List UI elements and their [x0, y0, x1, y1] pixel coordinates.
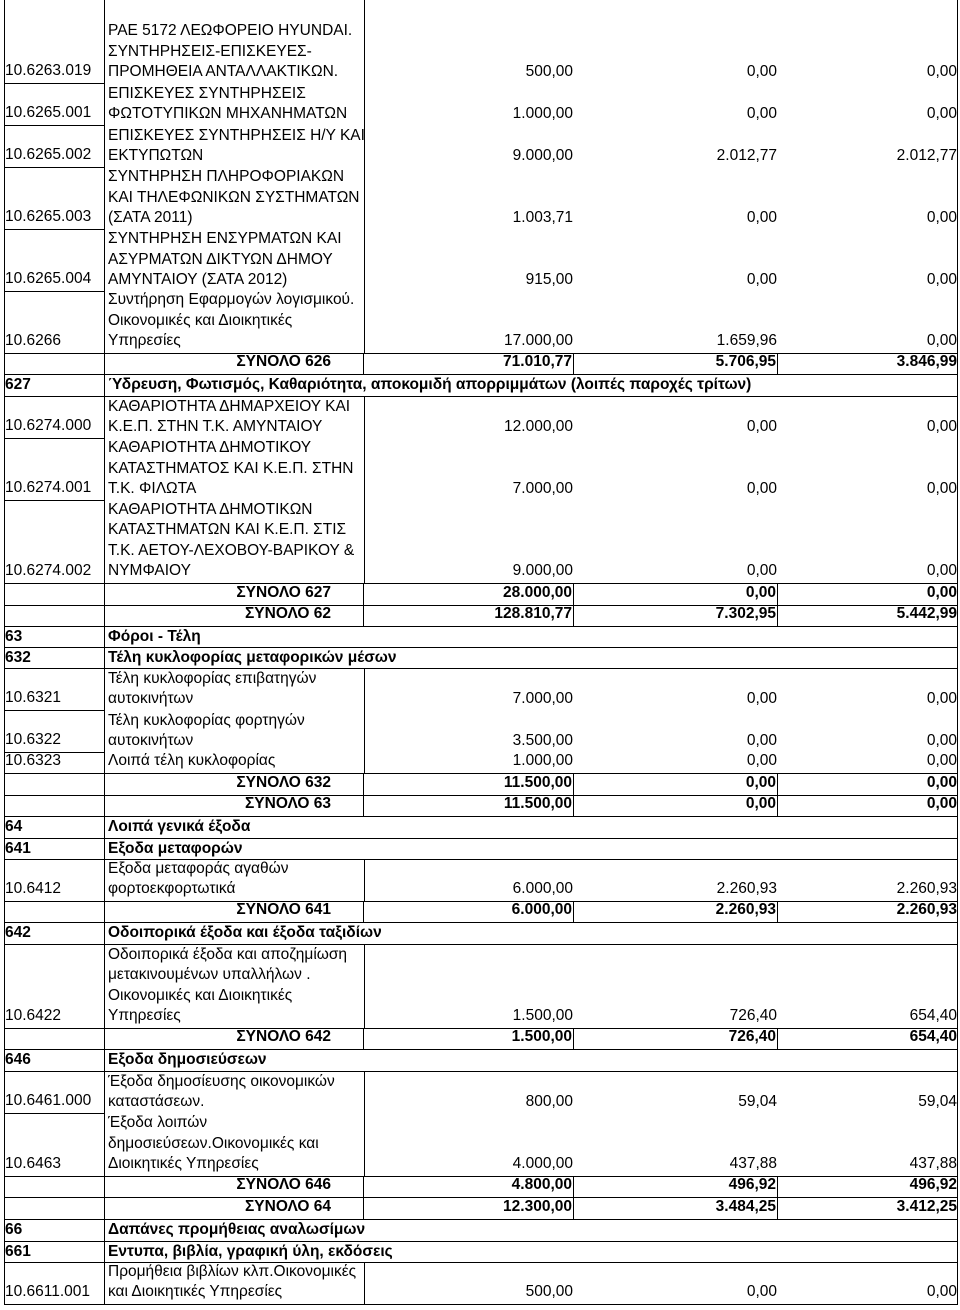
subtotal-budget: 128.810,77: [364, 606, 574, 626]
description-line: ΠΡΟΜΗΘΕΙΑ ΑΝΤΑΛΛΑΚΤΙΚΩΝ.: [108, 63, 339, 81]
subtotal-committed: 2.260,93: [574, 902, 778, 922]
account-description: [104, 0, 364, 84]
account-code: 10.6263.019: [4, 0, 104, 84]
account-description: [104, 84, 364, 126]
paid-amount: 0,00: [926, 690, 957, 708]
subtotal-row: [4, 1029, 958, 1050]
subtotal-label: ΣΥΝΟΛΟ 627: [104, 584, 364, 605]
description-line: και Διοικητικές Υπηρεσίες: [108, 1283, 283, 1301]
subtotal-budget: 12.300,00: [364, 1198, 574, 1219]
committed-amount: 0,00: [746, 209, 777, 227]
category-title: Λοιπά γενικά έξοδα: [104, 817, 958, 838]
description-line: Λοιπά τέλη κυκλοφορίας: [108, 752, 276, 770]
table-row: [4, 0, 958, 84]
category-title: Εξοδα μεταφορών: [104, 839, 958, 859]
account-code: 10.6265.001: [4, 84, 104, 126]
committed-amount: 2.012,77: [716, 147, 777, 165]
account-code: 10.6321: [4, 669, 104, 711]
subtotal-label: ΣΥΝΟΛΟ 642: [104, 1029, 364, 1049]
subtotal-row: [4, 584, 958, 606]
description-line: ΝΥΜΦΑΙΟΥ: [108, 562, 191, 580]
committed-amount: 726,40: [729, 1007, 777, 1025]
description-line: (ΣΑΤΑ 2011): [108, 209, 193, 227]
table-row: [4, 711, 958, 753]
budget-amount: 7.000,00: [364, 439, 574, 501]
category-header-row: [4, 1050, 958, 1072]
subtotal-budget: 6.000,00: [364, 902, 574, 922]
account-code: 10.6274.001: [4, 439, 104, 501]
category-title: Εξοδα δημοσιεύσεων: [104, 1050, 958, 1071]
description-line: ΚΑΤΑΣΤΗΜΑΤΩΝ ΚΑΙ Κ.Ε.Π. ΣΤΙΣ: [108, 521, 347, 539]
subtotal-committed: 7.302,95: [574, 606, 778, 626]
budget-amount: 1.003,71: [364, 168, 574, 230]
subtotal-code-cell: [4, 774, 104, 795]
subtotal-label: ΣΥΝΟΛΟ 63: [104, 796, 364, 816]
account-description: [104, 1114, 364, 1176]
subtotal-code-cell: [4, 1029, 104, 1049]
subtotal-committed: 0,00: [574, 774, 778, 795]
paid-amount: 0,00: [926, 480, 957, 498]
category-header-row: [4, 817, 958, 839]
committed-amount: 2.260,93: [716, 880, 777, 898]
table-row: [4, 1263, 958, 1305]
subtotal-budget: 28.000,00: [364, 584, 574, 605]
subtotal-row: [4, 606, 958, 627]
description-line: Οικονομικές και Διοικητικές: [108, 986, 293, 1004]
paid-amount: 654,40: [909, 1007, 957, 1025]
budget-amount: 9.000,00: [364, 501, 574, 583]
account-description: [104, 669, 364, 711]
subtotal-committed: 5.706,95: [574, 354, 778, 374]
account-description: [104, 292, 364, 353]
subtotal-paid: 0,00: [926, 774, 957, 792]
category-code: 632: [5, 648, 31, 666]
account-description: [104, 860, 364, 901]
category-title: Οδοιπορικά έξοδα και έξοδα ταξιδίων: [104, 923, 958, 944]
paid-amount: 0,00: [926, 271, 957, 289]
category-header-row: [4, 839, 958, 860]
subtotal-row: [4, 902, 958, 923]
budget-amount: 500,00: [364, 1263, 574, 1304]
subtotal-budget: 71.010,77: [364, 354, 574, 374]
category-header-row: [4, 923, 958, 945]
description-line: Έξοδα δημοσίευσης οικονομικών: [108, 1072, 335, 1090]
subtotal-code-cell: [4, 606, 104, 626]
account-code: 10.6461.000: [4, 1072, 104, 1114]
paid-amount: 0,00: [926, 1283, 957, 1301]
description-line: ΣΥΝΤΗΡΗΣΗ ΕΝΣΥΡΜΑΤΩΝ ΚΑΙ: [108, 230, 342, 248]
category-header-row: [4, 627, 958, 648]
paid-amount: 0,00: [926, 752, 957, 770]
subtotal-paid: 0,00: [926, 584, 957, 602]
table-row: [4, 860, 958, 902]
category-title: Ύδρευση, Φωτισμός, Καθαριότητα, αποκομιδή απορριμμάτων (λοιπές παροχές τρίτων): [104, 375, 958, 396]
paid-amount: 2.260,93: [896, 880, 957, 898]
budget-amount: 17.000,00: [364, 292, 574, 353]
account-code: 10.6463: [5, 1155, 62, 1173]
account-description: [104, 1263, 364, 1304]
category-code: 661: [5, 1242, 31, 1260]
description-line: μετακινουμένων υπαλλήλων .: [108, 966, 311, 984]
budget-amount: 1.000,00: [364, 84, 574, 126]
account-description: [104, 168, 364, 230]
committed-amount: 59,04: [738, 1093, 777, 1111]
description-line: αυτοκινήτων: [108, 732, 194, 750]
subtotal-committed: 726,40: [574, 1029, 778, 1049]
account-description: [104, 397, 364, 439]
description-line: Υπηρεσίες: [108, 1007, 181, 1025]
budget-amount: 3.500,00: [364, 711, 574, 753]
table-row: [4, 945, 958, 1029]
description-line: φορτοεκφορτωτικά: [108, 880, 236, 898]
paid-amount: 437,88: [909, 1155, 957, 1173]
description-line: δημοσιεύσεων.Οικονομικές και: [108, 1134, 319, 1152]
paid-amount: 2.012,77: [896, 147, 957, 165]
category-code: 627: [5, 376, 31, 394]
paid-amount: 0,00: [926, 63, 957, 81]
committed-amount: 0,00: [746, 105, 777, 123]
description-line: Οδοιπορικά έξοδα και αποζημίωση: [108, 945, 348, 963]
paid-amount: 0,00: [926, 332, 957, 350]
committed-amount: 0,00: [746, 271, 777, 289]
budget-amount: 12.000,00: [364, 397, 574, 439]
subtotal-label: ΣΥΝΟΛΟ 632: [104, 774, 364, 795]
subtotal-code-cell: [4, 1177, 104, 1197]
description-line: ΡΑΕ 5172 ΛΕΩΦΟΡΕΙΟ HYUNDAI.: [108, 22, 353, 40]
budget-amount: 915,00: [364, 230, 574, 292]
table-row: [4, 292, 958, 354]
subtotal-committed: 0,00: [574, 796, 778, 816]
table-left-border: [4, 0, 5, 1305]
account-description: [104, 439, 364, 501]
budget-amount: 1.500,00: [364, 945, 574, 1028]
category-header-row: [4, 648, 958, 669]
committed-amount: 0,00: [746, 690, 777, 708]
account-code: 10.6274.002: [5, 562, 92, 580]
description-line: ΑΣΥΡΜΑΤΩΝ ΔΙΚΤΥΩΝ ΔΗΜΟΥ: [108, 250, 333, 268]
description-line: ΣΥΝΤΗΡΗΣΗ ΠΛΗΡΟΦΟΡΙΑΚΩΝ: [108, 168, 345, 186]
paid-amount: 0,00: [926, 105, 957, 123]
committed-amount: 0,00: [746, 63, 777, 81]
table-row: [4, 84, 958, 126]
table-row: [4, 501, 958, 584]
account-code: 10.6265.003: [4, 168, 104, 230]
subtotal-paid: 654,40: [909, 1028, 957, 1046]
committed-amount: 0,00: [746, 480, 777, 498]
table-row: [4, 168, 958, 230]
category-code: 641: [5, 839, 31, 857]
paid-amount: 0,00: [926, 209, 957, 227]
account-description: [104, 753, 364, 773]
description-line: ΚΑΘΑΡΙΟΤΗΤΑ ΔΗΜΑΡΧΕΙΟΥ ΚΑΙ: [108, 397, 351, 415]
subtotal-row: [4, 1198, 958, 1220]
table-row: [4, 230, 958, 292]
category-title: Φόροι - Τέλη: [104, 627, 958, 647]
table-row: [4, 1072, 958, 1114]
subtotal-row: [4, 1177, 958, 1198]
subtotal-row: [4, 774, 958, 796]
budget-amount: 9.000,00: [364, 126, 574, 168]
table-row: [4, 126, 958, 168]
budget-table: [4, 0, 958, 1305]
budget-amount: 6.000,00: [364, 860, 574, 901]
description-line: Τέλη κυκλοφορίας επιβατηγών: [108, 669, 317, 687]
budget-amount: 4.000,00: [364, 1114, 574, 1176]
account-code: 10.6265.004: [4, 230, 104, 292]
subtotal-committed: 3.484,25: [574, 1198, 778, 1219]
subtotal-budget: 4.800,00: [364, 1177, 574, 1197]
paid-amount: 0,00: [926, 418, 957, 436]
category-header-row: [4, 1242, 958, 1263]
account-code: 10.6412: [5, 880, 62, 898]
subtotal-code-cell: [4, 584, 104, 605]
category-header-row: [4, 1220, 958, 1242]
table-row: [4, 753, 958, 774]
subtotal-paid: 5.442,99: [896, 605, 957, 623]
budget-amount: 7.000,00: [364, 669, 574, 711]
category-code: 642: [5, 924, 31, 942]
subtotal-budget: 11.500,00: [364, 796, 574, 816]
description-line: ΑΜΥΝΤΑΙΟΥ (ΣΑΤΑ 2012): [108, 271, 288, 289]
category-title: Δαπάνες προμήθειας αναλωσίμων: [104, 1220, 958, 1241]
subtotal-label: ΣΥΝΟΛΟ 626: [104, 354, 364, 374]
account-description: [104, 945, 364, 1028]
description-line: Κ.Ε.Π. ΣΤΗΝ Τ.Κ. ΑΜΥΝΤΑΙΟΥ: [108, 418, 323, 436]
category-code: 646: [5, 1051, 31, 1069]
description-line: ΚΑΙ ΤΗΛΕΦΩΝΙΚΩΝ ΣΥΣΤΗΜΑΤΩΝ: [108, 188, 360, 206]
table-row: [4, 397, 958, 439]
description-line: Τ.Κ. ΑΕΤΟΥ-ΛΕΧΟΒΟΥ-ΒΑΡΙΚΟΥ &: [108, 541, 355, 559]
committed-amount: 0,00: [746, 418, 777, 436]
description-line: Συντήρηση Εφαρμογών λογισμικού.: [108, 291, 355, 309]
subtotal-row: [4, 354, 958, 375]
budget-amount: 800,00: [364, 1072, 574, 1114]
account-code: 10.6323: [5, 752, 62, 770]
table-row: [4, 669, 958, 711]
subtotal-code-cell: [4, 1198, 104, 1219]
description-line: Εξοδα μεταφοράς αγαθών: [108, 859, 289, 877]
description-line: ΚΑΤΑΣΤΗΜΑΤΟΣ ΚΑΙ Κ.Ε.Π. ΣΤΗΝ: [108, 459, 354, 477]
description-line: ΚΑΘΑΡΙΟΤΗΤΑ ΔΗΜΟΤΙΚΟΥ: [108, 439, 312, 457]
committed-amount: 0,00: [746, 562, 777, 580]
paid-amount: 0,00: [926, 732, 957, 750]
category-title: Εντυπα, βιβλία, γραφική ύλη, εκδόσεις: [104, 1242, 958, 1262]
account-code: 10.6265.002: [4, 126, 104, 168]
subtotal-label: ΣΥΝΟΛΟ 646: [104, 1177, 364, 1197]
subtotal-paid: 3.412,25: [896, 1198, 957, 1216]
table-right-border: [957, 0, 958, 1305]
account-code: 10.6422: [5, 1007, 62, 1025]
subtotal-label: ΣΥΝΟΛΟ 62: [104, 606, 364, 626]
committed-amount: 0,00: [746, 732, 777, 750]
description-line: Τέλη κυκλοφορίας φορτηγών: [108, 711, 305, 729]
account-description: [104, 230, 364, 292]
account-code: 10.6266: [5, 332, 62, 350]
category-code: 66: [5, 1221, 23, 1239]
subtotal-code-cell: [4, 902, 104, 922]
paid-amount: 0,00: [926, 562, 957, 580]
subtotal-label: ΣΥΝΟΛΟ 641: [104, 902, 364, 922]
budget-amount: 500,00: [364, 0, 574, 84]
description-line: Διοικητικές Υπηρεσίες: [108, 1155, 259, 1173]
account-description: [104, 126, 364, 168]
description-line: ΣΥΝΤΗΡΗΣΕΙΣ-ΕΠΙΣΚΕΥΕΣ-: [108, 42, 312, 60]
subtotal-committed: 0,00: [574, 584, 778, 605]
description-line: Τ.Κ. ΦΙΛΩΤΑ: [108, 480, 197, 498]
subtotal-budget: 1.500,00: [364, 1029, 574, 1049]
account-code: 10.6611.001: [5, 1283, 91, 1301]
table-row: [4, 1114, 958, 1177]
description-line: Προμήθεια βιβλίων κλπ.Οικονομικές: [108, 1262, 357, 1280]
committed-amount: 0,00: [746, 752, 777, 770]
subtotal-paid: 3.846,99: [896, 353, 957, 371]
subtotal-code-cell: [4, 796, 104, 816]
subtotal-committed: 496,92: [574, 1177, 778, 1197]
description-line: αυτοκινήτων: [108, 690, 194, 708]
description-line: ΚΑΘΑΡΙΟΤΗΤΑ ΔΗΜΟΤΙΚΩΝ: [108, 500, 313, 518]
committed-amount: 0,00: [746, 1283, 777, 1301]
table-row: [4, 439, 958, 501]
account-description: [104, 1072, 364, 1114]
category-code: 63: [5, 627, 23, 645]
account-description: [104, 501, 364, 583]
committed-amount: 1.659,96: [716, 332, 777, 350]
description-line: Υπηρεσίες: [108, 332, 181, 350]
description-line: Έξοδα λοιπών: [108, 1114, 208, 1132]
subtotal-paid: 0,00: [926, 795, 957, 813]
subtotal-code-cell: [4, 354, 104, 374]
description-line: ΕΠΙΣΚΕΥΕΣ ΣΥΝΤΗΡΗΣΕΙΣ Η/Υ ΚΑΙ: [108, 126, 365, 144]
description-line: καταστάσεων.: [108, 1093, 205, 1111]
description-line: ΕΚΤΥΠΩΤΩΝ: [108, 147, 204, 165]
subtotal-label: ΣΥΝΟΛΟ 64: [104, 1198, 364, 1219]
subtotal-row: [4, 796, 958, 817]
category-header-row: [4, 375, 958, 397]
committed-amount: 437,88: [729, 1155, 777, 1173]
description-line: ΕΠΙΣΚΕΥΕΣ ΣΥΝΤΗΡΗΣΕΙΣ: [108, 84, 306, 102]
subtotal-paid: 2.260,93: [896, 901, 957, 919]
paid-amount: 59,04: [918, 1093, 957, 1111]
description-line: ΦΩΤΟΤΥΠΙΚΩΝ ΜΗΧΑΝΗΜΑΤΩΝ: [108, 105, 348, 123]
account-description: [104, 711, 364, 753]
category-code: 64: [5, 818, 23, 836]
subtotal-paid: 496,92: [909, 1176, 957, 1194]
budget-amount: 1.000,00: [364, 753, 574, 773]
category-title: Τέλη κυκλοφορίας μεταφορικών μέσων: [104, 648, 958, 668]
account-code: 10.6274.000: [4, 397, 104, 439]
account-code: 10.6322: [4, 711, 104, 753]
subtotal-budget: 11.500,00: [364, 774, 574, 795]
description-line: Οικονομικές και Διοικητικές: [108, 311, 293, 329]
